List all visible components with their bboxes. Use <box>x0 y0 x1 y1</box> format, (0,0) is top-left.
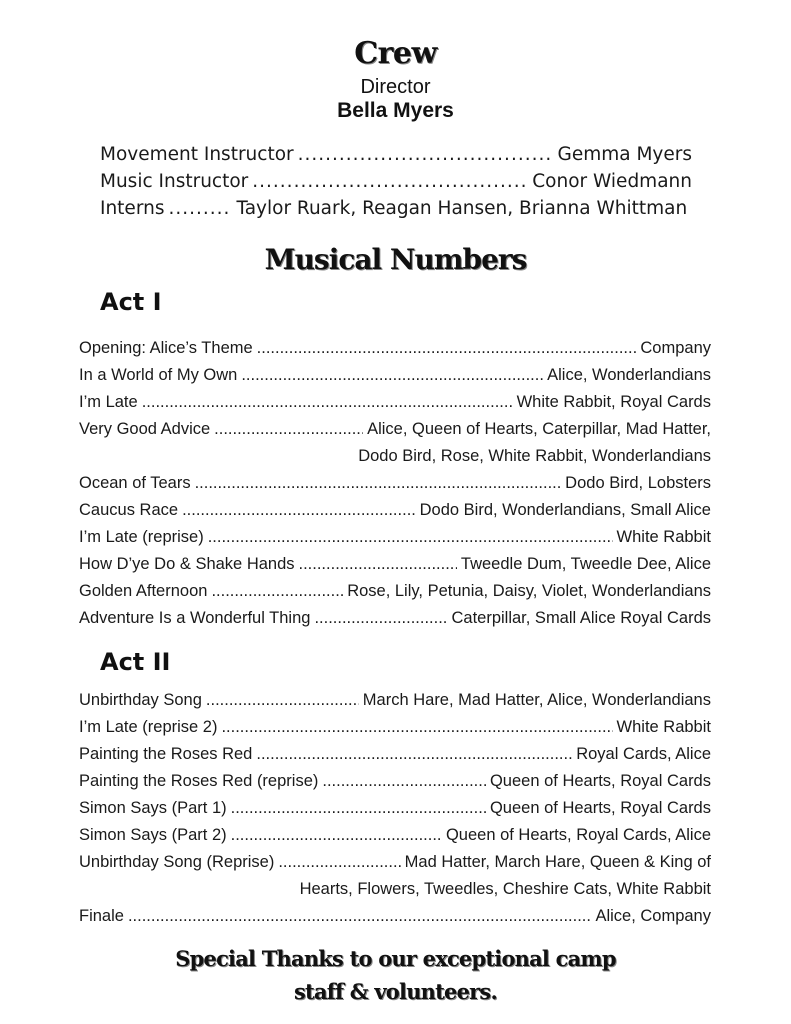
crew-role: Music Instructor <box>100 171 249 192</box>
dot-leader <box>278 849 400 876</box>
crew-names: Gemma Myers <box>557 144 692 165</box>
song-item <box>79 822 711 849</box>
song-item <box>79 470 711 497</box>
dot-leader <box>322 768 486 795</box>
dot-leader <box>231 822 442 849</box>
dot-leader <box>206 687 359 714</box>
crew-role: Interns <box>100 198 165 219</box>
song-item <box>79 416 711 470</box>
song-row <box>79 470 711 497</box>
thanks-line-1: Special Thanks to our exceptional camp <box>175 946 616 971</box>
dot-leader <box>211 578 343 605</box>
song-title: Ocean of Tears <box>79 474 191 492</box>
song-item <box>79 578 711 605</box>
song-performers: Alice, Queen of Hearts, Caterpillar, Mad Hatter, <box>367 420 711 438</box>
crew-member <box>100 195 692 222</box>
song-title: Adventure Is a Wonderful Thing <box>79 609 311 627</box>
musical-numbers-heading: Musical Numbers <box>264 243 527 276</box>
song-title: Unbirthday Song <box>79 691 202 709</box>
song-performers: Queen of Hearts, Royal Cards, Alice <box>445 826 711 844</box>
song-item <box>79 551 711 578</box>
dot-leader <box>257 335 637 362</box>
act1-song-list <box>79 335 711 632</box>
song-performers: Company <box>640 339 711 357</box>
dot-leader <box>298 141 554 168</box>
song-performers: Dodo Bird, Lobsters <box>565 474 711 492</box>
dot-leader <box>231 795 486 822</box>
song-item <box>79 795 711 822</box>
dot-leader <box>168 195 232 222</box>
dot-leader <box>299 551 457 578</box>
song-row <box>79 497 711 524</box>
song-item <box>79 335 711 362</box>
song-performers: White Rabbit <box>616 528 711 546</box>
song-title: Simon Says (Part 1) <box>79 799 227 817</box>
director-role: Director <box>360 76 431 98</box>
dot-leader <box>252 168 528 195</box>
song-row <box>79 551 711 578</box>
song-performers: Alice, Company <box>595 907 711 925</box>
dot-leader <box>221 714 612 741</box>
song-performers: Dodo Bird, Wonderlandians, Small Alice <box>419 501 711 519</box>
song-performers-continued: Dodo Bird, Rose, White Rabbit, Wonderlandians <box>358 447 711 465</box>
song-title: Very Good Advice <box>79 420 211 438</box>
dot-leader <box>208 524 613 551</box>
song-title: Finale <box>79 907 124 925</box>
song-title: I’m Late (reprise 2) <box>79 718 218 736</box>
act1-heading: Act I <box>100 288 162 316</box>
song-item <box>79 714 711 741</box>
song-performers: Queen of Hearts, Royal Cards <box>489 799 711 817</box>
song-row <box>79 605 711 632</box>
song-row <box>79 903 711 930</box>
song-performers: White Rabbit, Royal Cards <box>516 393 711 411</box>
crew-heading: Crew <box>354 36 437 71</box>
song-row <box>79 714 711 741</box>
song-row <box>79 578 711 605</box>
dot-leader <box>256 741 572 768</box>
song-title: I’m Late (reprise) <box>79 528 204 546</box>
song-item <box>79 389 711 416</box>
song-title: Painting the Roses Red <box>79 745 253 763</box>
crew-names: Taylor Ruark, Reagan Hansen, Brianna Whittman <box>236 198 688 219</box>
song-row <box>79 362 711 389</box>
song-title: Opening: Alice’s Theme <box>79 339 253 357</box>
song-title: In a World of My Own <box>79 366 238 384</box>
song-row <box>79 795 711 822</box>
dot-leader <box>241 362 543 389</box>
song-performers: Tweedle Dum, Tweedle Dee, Alice <box>460 555 711 573</box>
act2-heading: Act II <box>100 648 171 676</box>
song-row <box>79 524 711 551</box>
song-title: How D’ye Do & Shake Hands <box>79 555 295 573</box>
song-row <box>79 687 711 714</box>
song-performers: White Rabbit <box>616 718 711 736</box>
dot-leader <box>142 389 513 416</box>
song-row <box>79 389 711 416</box>
crew-role: Movement Instructor <box>100 144 294 165</box>
song-performers: March Hare, Mad Hatter, Alice, Wonderlandians <box>362 691 711 709</box>
song-title: I’m Late <box>79 393 138 411</box>
song-title: Unbirthday Song (Reprise) <box>79 853 275 871</box>
director-name: Bella Myers <box>337 99 454 122</box>
act2-song-list <box>79 687 711 930</box>
song-item <box>79 687 711 714</box>
song-item <box>79 849 711 903</box>
crew-member <box>100 141 692 168</box>
song-item <box>79 497 711 524</box>
song-title: Golden Afternoon <box>79 582 208 600</box>
song-row <box>79 335 711 362</box>
song-performers: Royal Cards, Alice <box>576 745 711 763</box>
song-row <box>79 741 711 768</box>
dot-leader <box>214 416 363 443</box>
dot-leader <box>128 903 591 930</box>
song-item <box>79 605 711 632</box>
thanks-line-2: staff & volunteers. <box>294 979 497 1004</box>
dot-leader <box>182 497 416 524</box>
song-row <box>79 416 711 443</box>
song-performers: Rose, Lily, Petunia, Daisy, Violet, Wonderlandians <box>347 582 711 600</box>
song-performers-continued: Hearts, Flowers, Tweedles, Cheshire Cats, White Rabbit <box>299 880 711 898</box>
song-row <box>79 768 711 795</box>
song-performers: Alice, Wonderlandians <box>547 366 711 384</box>
song-item <box>79 741 711 768</box>
song-item <box>79 768 711 795</box>
song-item <box>79 524 711 551</box>
song-row <box>79 822 711 849</box>
song-performers: Mad Hatter, March Hare, Queen & King of <box>404 853 711 871</box>
dot-leader <box>195 470 562 497</box>
song-item <box>79 903 711 930</box>
song-title: Caucus Race <box>79 501 179 519</box>
crew-names: Conor Wiedmann <box>532 171 692 192</box>
crew-list <box>100 141 692 222</box>
song-row <box>79 849 711 876</box>
special-thanks <box>0 942 791 1008</box>
song-performers: Caterpillar, Small Alice Royal Cards <box>451 609 711 627</box>
dot-leader <box>314 605 447 632</box>
crew-member <box>100 168 692 195</box>
song-item <box>79 362 711 389</box>
song-title: Simon Says (Part 2) <box>79 826 227 844</box>
song-title: Painting the Roses Red (reprise) <box>79 772 319 790</box>
song-performers: Queen of Hearts, Royal Cards <box>489 772 711 790</box>
